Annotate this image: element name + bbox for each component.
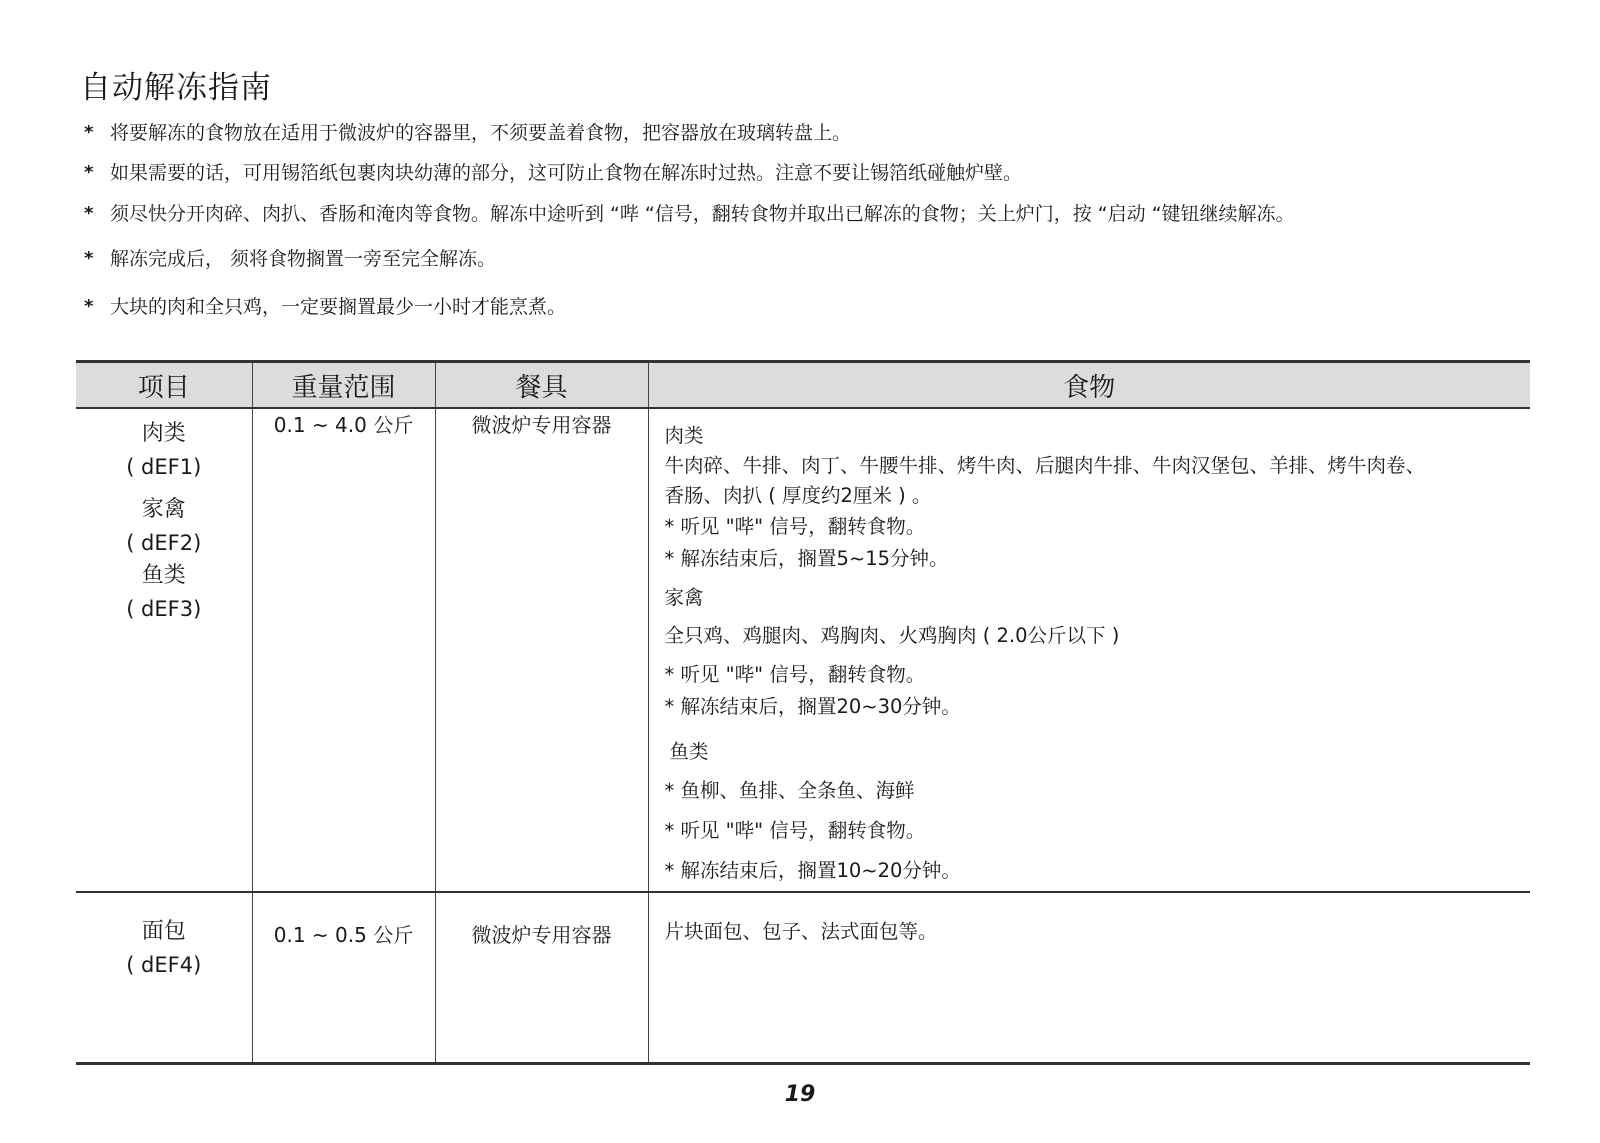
item-name-fish: 鱼类: [141, 563, 186, 588]
note-text: 如果需要的话，可用锡箔纸包裹肉块幼薄的部分，这可防止食物在解冻时过热。注意不要让锡箔纸碰触炉壁。: [110, 162, 1023, 184]
item-name-bread: 面包: [141, 919, 186, 944]
food-text: 片块面包、包子、法式面包等。: [664, 920, 938, 943]
note-text: 大块的肉和全只鸡，一定要搁置最少一小时才能烹煮。: [110, 296, 567, 318]
page-number: 19: [784, 1082, 816, 1107]
food-text: 全只鸡、鸡腿肉、鸡胸肉、火鸡胸肉 ( 2.0公斤以下 ): [664, 624, 1120, 647]
food-cell: [648, 892, 1530, 1064]
bullet-icon: *: [84, 248, 94, 269]
item-code-meat: ( dEF1): [126, 455, 202, 479]
header-weight: 重量范围: [252, 362, 435, 409]
bullet-icon: *: [84, 162, 94, 183]
bullet-icon: *: [84, 122, 94, 143]
header-item: 项目: [76, 362, 252, 409]
page-title: 自动解冻指南: [80, 70, 272, 106]
food-text: 香肠、肉扒 ( 厚度约2厘米 ) 。: [664, 484, 932, 507]
utensil-cell: 微波炉专用容器: [435, 408, 648, 892]
table-row: [76, 892, 1530, 1064]
weight-cell: 0.1 ~ 0.5 公斤: [252, 892, 435, 1064]
food-tip: * 听见 "哔" 信号，翻转食物。: [664, 515, 926, 538]
table-header-row: [76, 362, 1530, 409]
bullet-icon: *: [84, 296, 94, 317]
utensil-cell: 微波炉专用容器: [435, 892, 648, 1064]
defrost-table: [76, 360, 1530, 1065]
food-category-poultry: 家禽: [664, 586, 704, 609]
item-code-poultry: ( dEF2): [126, 531, 202, 555]
weight-cell: 0.1 ~ 4.0 公斤: [252, 408, 435, 892]
table-row: [76, 408, 1530, 892]
food-tip: * 听见 "哔" 信号，翻转食物。: [664, 663, 926, 686]
item-name-poultry: 家禽: [141, 497, 186, 522]
food-tip: * 解冻结束后，搁置5~15分钟。: [664, 547, 949, 570]
bullet-icon: *: [84, 203, 94, 224]
food-category-meat: 肉类: [664, 424, 704, 447]
note-text: 解冻完成后， 须将食物搁置一旁至完全解冻。: [110, 248, 497, 270]
food-tip: * 解冻结束后，搁置20~30分钟。: [664, 695, 961, 718]
food-text: 牛肉碎、牛排、肉丁、牛腰牛排、烤牛肉、后腿肉牛排、牛肉汉堡包、羊排、烤牛肉卷、: [664, 454, 1426, 477]
note-item: [84, 201, 1295, 227]
food-category-fish: 鱼类: [669, 740, 709, 763]
note-item: [84, 120, 851, 146]
header-food: 食物: [648, 362, 1530, 409]
food-tip: * 听见 "哔" 信号，翻转食物。: [664, 819, 926, 842]
food-tip: * 鱼柳、鱼排、全条鱼、海鲜: [664, 779, 915, 802]
item-code-fish: ( dEF3): [126, 597, 202, 621]
item-name-meat: 肉类: [141, 421, 186, 446]
item-cell: [76, 892, 252, 1064]
food-cell: [648, 408, 1530, 892]
note-text: 须尽快分开肉碎、肉扒、香肠和淹肉等食物。解冻中途听到 “哔 “信号，翻转食物并取出已解冻的食物；关上炉门，按 “启动 “键钮继续解冻。: [110, 203, 1295, 225]
item-code-bread: ( dEF4): [126, 953, 202, 977]
item-cell: [76, 408, 252, 892]
header-utensil: 餐具: [435, 362, 648, 409]
note-item: [84, 160, 1022, 186]
note-text: 将要解冻的食物放在适用于微波炉的容器里，不须要盖着食物，把容器放在玻璃转盘上。: [110, 122, 852, 144]
note-item: [84, 294, 566, 320]
note-item: [84, 246, 496, 272]
food-tip: * 解冻结束后，搁置10~20分钟。: [664, 859, 961, 882]
